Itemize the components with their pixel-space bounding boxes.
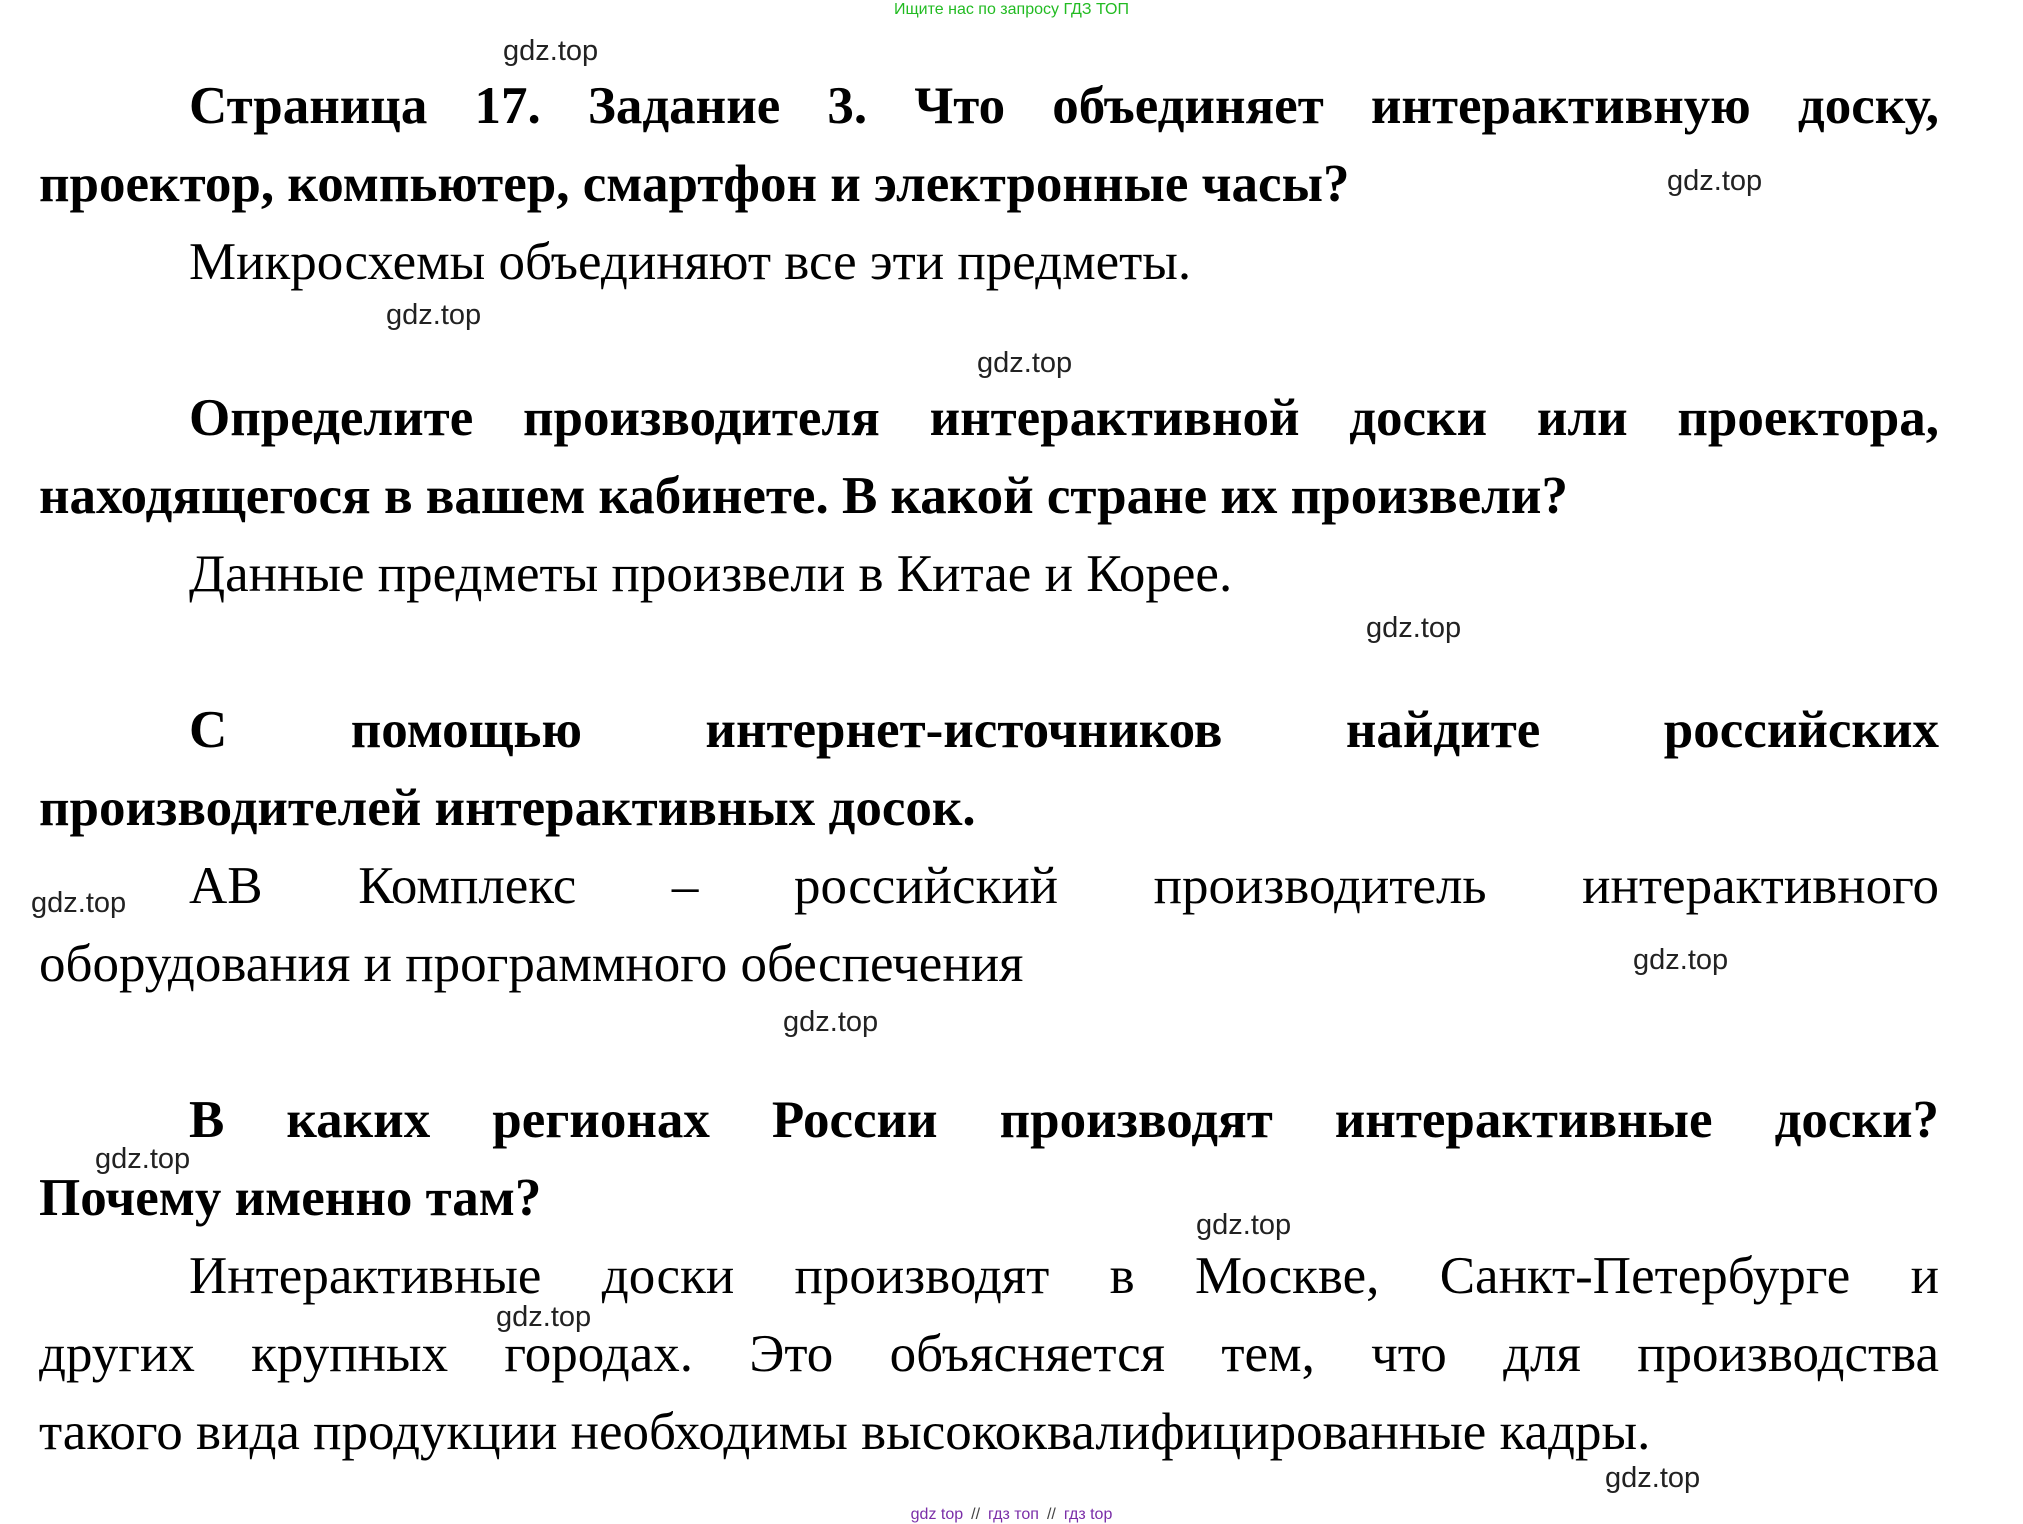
watermark: gdz.top — [1605, 1462, 1701, 1494]
footer-item: гдз топ — [988, 1506, 1039, 1523]
answer-3 — [39, 847, 1939, 1003]
answer-3-line-1: АВ Комплекс – российский производитель интерактивного — [189, 857, 1939, 915]
footer-separator: // — [1046, 1506, 1056, 1523]
footer-item: гдз top — [1063, 1506, 1113, 1523]
footer-separator: // — [971, 1506, 981, 1523]
watermark: gdz.top — [503, 35, 599, 67]
question-2 — [39, 379, 1939, 535]
answer-3-line-2: оборудования и программного обеспечения — [39, 935, 1024, 993]
watermark: gdz.top — [783, 1006, 879, 1038]
question-1-line-1: Страница 17. Задание 3. Что объединяет интерактивную доску, — [189, 77, 1939, 135]
question-3 — [39, 691, 1939, 847]
answer-4-line-2: других крупных городах. Это объясняется тем, что для производства — [39, 1325, 1939, 1383]
question-1 — [39, 67, 1939, 223]
answer-1-line-1: Микросхемы объединяют все эти предметы. — [189, 233, 1192, 291]
top-banner: Ищите нас по запросу ГДЗ ТОП — [894, 1, 1129, 18]
answer-1 — [39, 223, 1939, 301]
watermark: gdz.top — [1366, 612, 1462, 644]
watermark: gdz.top — [496, 1301, 592, 1333]
watermark: gdz.top — [1196, 1209, 1292, 1241]
watermark: gdz.top — [1667, 165, 1763, 197]
watermark: gdz.top — [386, 299, 482, 331]
answer-2-line-1: Данные предметы произвели в Китае и Корее. — [189, 545, 1233, 603]
footer-item: gdz top — [910, 1506, 964, 1523]
question-4 — [39, 1081, 1939, 1237]
question-3-line-2: производителей интерактивных досок. — [39, 779, 976, 837]
question-2-line-2: находящегося в вашем кабинете. В какой стране их произвели? — [39, 467, 1568, 525]
question-3-line-1: С помощью интернет-источников найдите российских — [189, 701, 1939, 759]
footer — [0, 1506, 2023, 1524]
answer-4-line-3: такого вида продукции необходимы высококвалифицированные кадры. — [39, 1403, 1651, 1461]
watermark: gdz.top — [31, 887, 127, 919]
watermark: gdz.top — [95, 1143, 191, 1175]
answer-2 — [39, 535, 1939, 613]
question-2-line-1: Определите производителя интерактивной доски или проектора, — [189, 389, 1939, 447]
question-4-line-2: Почему именно там? — [39, 1169, 542, 1227]
watermark: gdz.top — [1633, 944, 1729, 976]
answer-4 — [39, 1237, 1939, 1471]
answer-4-line-1: Интерактивные доски производят в Москве, Санкт-Петербурге и — [189, 1247, 1939, 1305]
question-1-line-2: проектор, компьютер, смартфон и электронные часы? — [39, 155, 1350, 213]
question-4-line-1: В каких регионах России производят интерактивные доски? — [189, 1091, 1939, 1149]
watermark: gdz.top — [977, 347, 1073, 379]
